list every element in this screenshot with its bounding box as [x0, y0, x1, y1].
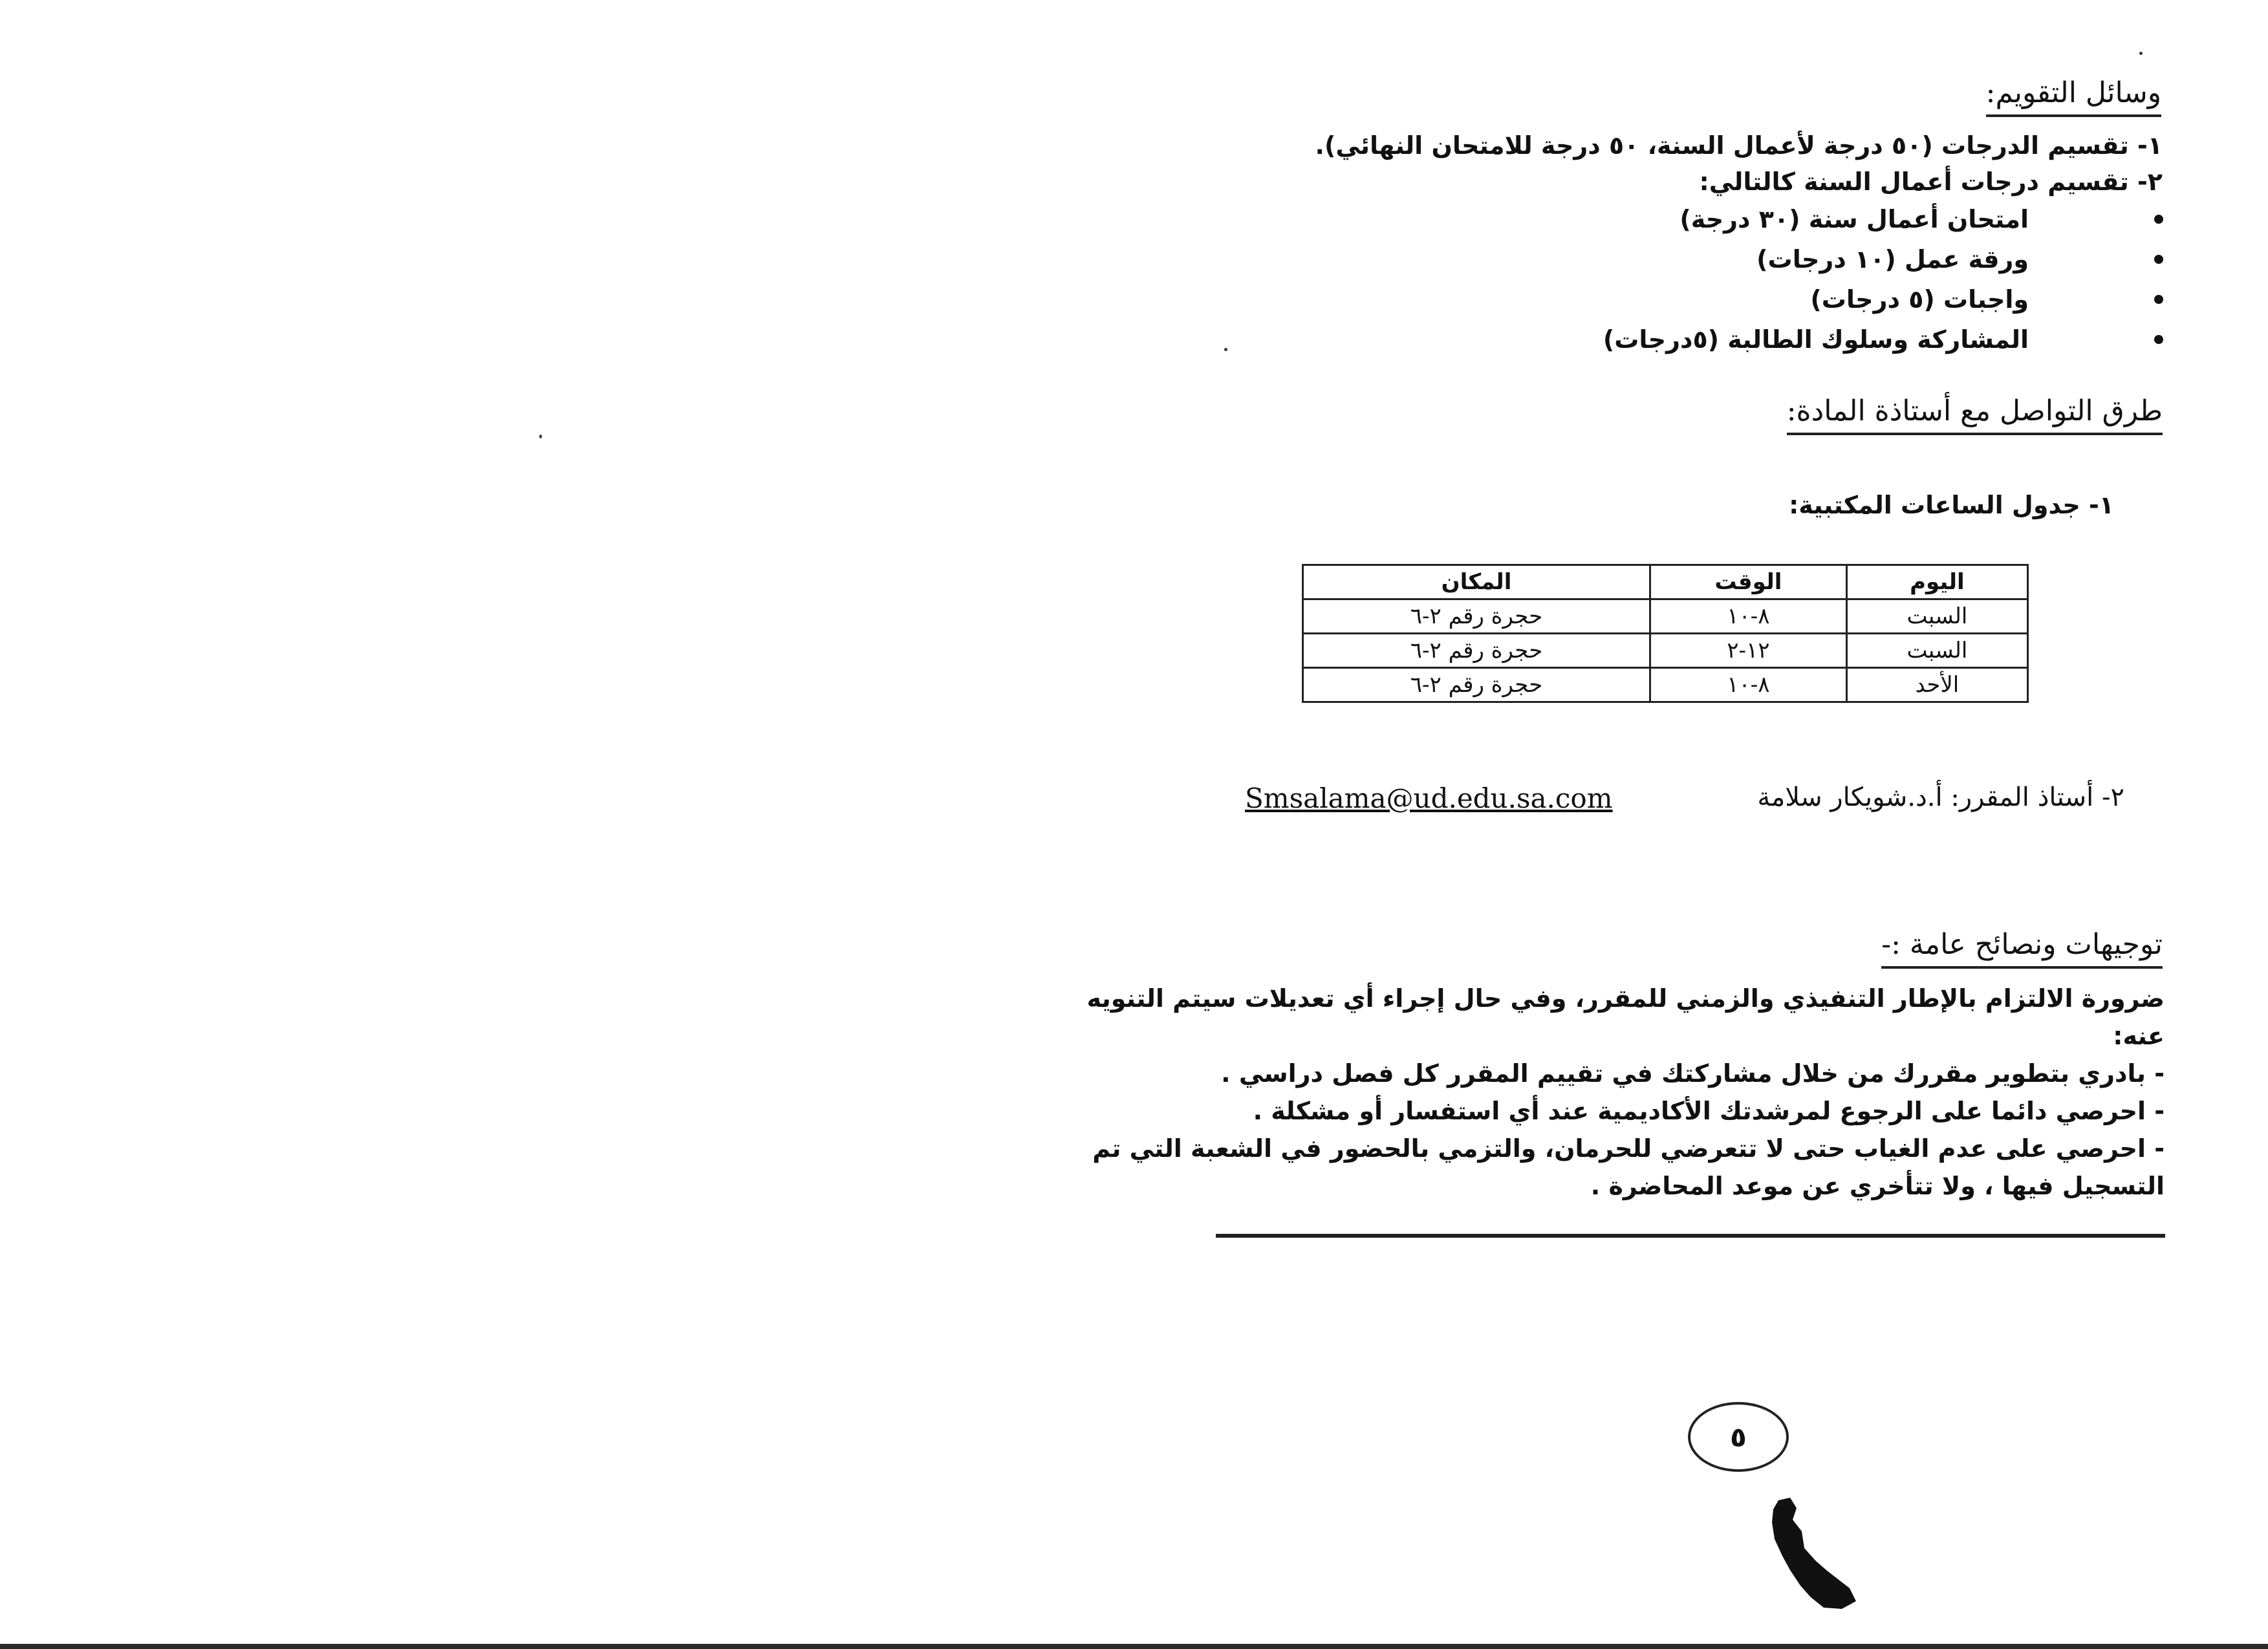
table-cell-time: ١٢-٢: [1650, 634, 1846, 668]
list-item: [1603, 199, 2029, 239]
advice-list: [1065, 1055, 2165, 1205]
bullet-icon: [2154, 295, 2163, 304]
list-item: [1603, 279, 2029, 319]
bullet-icon: [2154, 255, 2163, 264]
scan-speck: [2139, 52, 2143, 55]
instructor-email-link[interactable]: Smsalama@ud.edu.sa.com: [1245, 782, 1613, 814]
table-cell-day: السبت: [1846, 634, 2027, 668]
evaluation-title: وسائل التقويم:: [1986, 76, 2161, 117]
table-row: [1303, 634, 2028, 668]
table-header-row: [1303, 565, 2028, 599]
instructor-name: ٢- أستاذ المقرر: أ.د.شويكار سلامة: [1757, 782, 2124, 812]
page-number: [1688, 1402, 1789, 1472]
scan-border: [0, 1644, 2268, 1649]
advice-title: توجيهات ونصائح عامة :-: [1881, 928, 2163, 969]
advice-intro: ضرورة الالتزام بالإطار التنفيذي والزمني للمقرر، وفي حال إجراء أي تعديلات سيتم التنويه عنه:: [1086, 984, 2165, 1050]
scan-speck: [539, 435, 542, 438]
table-cell-day: السبت: [1846, 599, 2027, 634]
evaluation-line-1: ١- تقسيم الدرجات (٥٠ درجة لأعمال السنة، ٥٠ درجة للامتحان النهائي).: [1315, 131, 2163, 160]
list-item: [1603, 319, 2029, 360]
table-cell-time: ٨-١٠: [1650, 668, 1846, 702]
page-number-label: ٥: [1730, 1421, 1747, 1453]
table-row: [1303, 599, 2028, 634]
table-row: [1303, 668, 2028, 702]
list-item-label: واجبات (٥ درجات): [1810, 285, 2029, 314]
column-header-place: المكان: [1303, 565, 1650, 599]
table-cell-place: حجرة رقم ٢-٦: [1303, 634, 1650, 668]
table-cell-time: ٨-١٠: [1650, 599, 1846, 634]
bullet-icon: [2154, 215, 2163, 224]
list-item: [1603, 239, 2029, 279]
list-item: - بادري بتطوير مقررك من خلال مشاركتك في تقييم المقرر كل فصل دراسي .: [1221, 1059, 2165, 1088]
list-item-label: المشاركة وسلوك الطالبة (٥درجات): [1603, 325, 2029, 354]
contact-title: طرق التواصل مع أستاذة المادة:: [1787, 394, 2163, 435]
scan-speck: [1224, 348, 1227, 351]
table-cell-place: حجرة رقم ٢-٦: [1303, 599, 1650, 634]
column-header-day: اليوم: [1846, 565, 2027, 599]
table-cell-day: الأحد: [1846, 668, 2027, 702]
office-hours-label: ١- جدول الساعات المكتبية:: [1789, 491, 2114, 519]
list-item: - احرصي على عدم الغياب حتى لا تتعرضي للحرمان، والتزمي بالحضور في الشعبة التي تم التسجيل فيها ، ولا تتأخري عن موعد المحاضرة .: [1092, 1134, 2165, 1200]
section-divider: [1216, 1234, 2165, 1238]
list-item-label: ورقة عمل (١٠ درجات): [1756, 245, 2029, 274]
map-silhouette-icon: [1759, 1494, 1863, 1617]
list-item: - احرصي دائما على الرجوع لمرشدتك الأكاديمية عند أي استفسار أو مشكلة .: [1253, 1097, 2165, 1125]
office-hours-table: [1302, 564, 2029, 703]
evaluation-line-2: ٢- تقسيم درجات أعمال السنة كالتالي:: [1699, 167, 2163, 196]
list-item-label: امتحان أعمال سنة (٣٠ درجة): [1679, 205, 2029, 233]
evaluation-bullet-list: [1603, 199, 2029, 360]
table-cell-place: حجرة رقم ٢-٦: [1303, 668, 1650, 702]
column-header-time: الوقت: [1650, 565, 1846, 599]
advice-body: [1065, 980, 2165, 1205]
bullet-icon: [2154, 335, 2163, 344]
